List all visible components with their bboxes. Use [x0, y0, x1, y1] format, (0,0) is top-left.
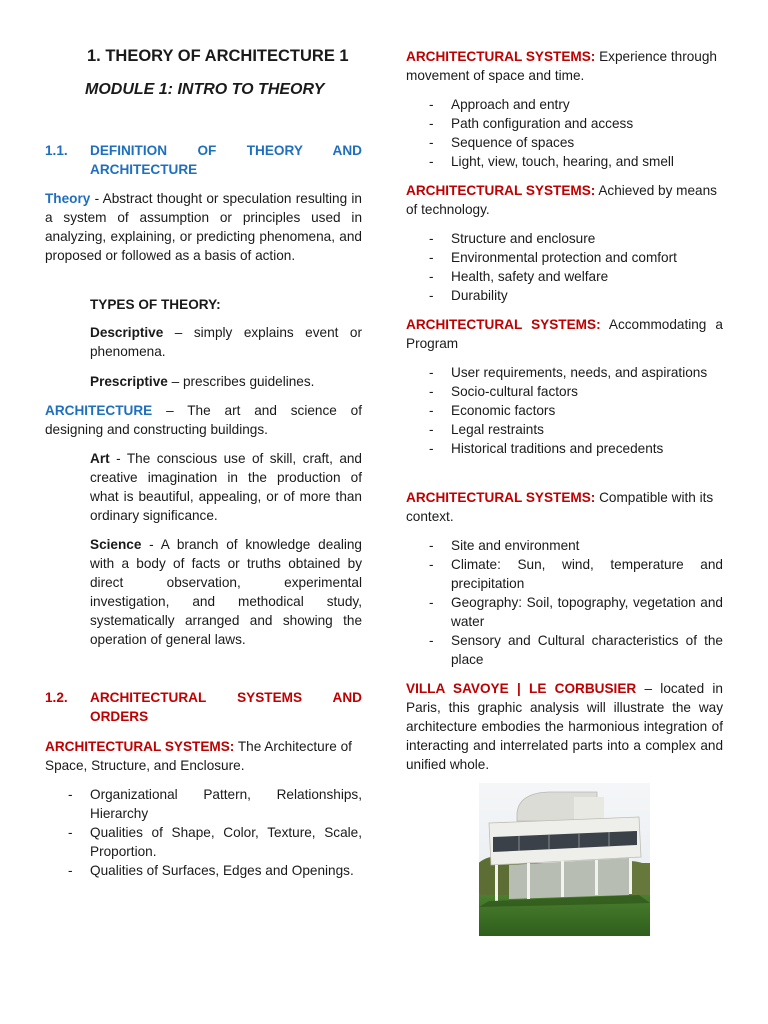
arch-systems-label: ARCHITECTURAL SYSTEMS: — [406, 49, 596, 64]
list-item: - Qualities of Surfaces, Edges and Openings. — [45, 861, 362, 880]
arch-systems-text: Achieved by means of technology. — [406, 183, 717, 217]
list-item: - Light, view, touch, hearing, and smell — [406, 152, 723, 171]
arch-systems-block-space — [45, 737, 362, 880]
list-item: - Geography: Soil, topography, vegetation and water — [406, 593, 723, 631]
arch-systems-list — [45, 785, 362, 880]
section-number: 1.1. — [45, 143, 68, 158]
architecture-term: ARCHITECTURE — [45, 403, 153, 418]
theory-text: - Abstract thought or speculation resulting in a system of assumption or principles used in analyzing, explaining, or predicting phenomena, and proposed or followed as a basis of action. — [45, 191, 362, 263]
arch-systems-block-context — [406, 488, 723, 669]
list-item: - Sequence of spaces — [406, 133, 723, 152]
section-number: 1.2. — [45, 690, 68, 705]
list-item: - Economic factors — [406, 401, 723, 420]
villa-savoye-photo — [479, 783, 650, 936]
list-item: - Sensory and Cultural characteristics of the place — [406, 631, 723, 669]
section-title: ARCHITECTURAL SYSTEMS AND ORDERS — [90, 690, 362, 724]
theory-definition — [45, 189, 362, 265]
list-item: - Approach and entry — [406, 95, 723, 114]
science-term: Science — [90, 537, 142, 552]
prescriptive-definition — [90, 372, 362, 391]
list-item: - Legal restraints — [406, 420, 723, 439]
villa-savoye-label: VILLA SAVOYE | LE CORBUSIER — [406, 681, 637, 696]
arch-systems-block-technology — [406, 181, 723, 305]
arch-systems-text: Experience through movement of space and time. — [406, 49, 717, 83]
theory-term: Theory — [45, 191, 91, 206]
arch-systems-list — [406, 95, 723, 171]
page-title: 1. THEORY OF ARCHITECTURE 1 — [87, 47, 349, 65]
descriptive-definition — [90, 323, 362, 361]
arch-systems-block-movement — [406, 47, 723, 171]
villa-savoye-text: – located in Paris, this graphic analysis will illustrate the way architecture embodies the harmonious integration of interacting and interrelated parts into a complex and unified whole. — [406, 681, 723, 772]
list-item: - Organizational Pattern, Relationships, Hierarchy — [45, 785, 362, 823]
science-definition — [90, 535, 362, 649]
villa-savoye-paragraph — [406, 679, 723, 774]
list-item: - Environmental protection and comfort — [406, 248, 723, 267]
section-heading-1-2 — [45, 688, 362, 726]
types-of-theory-heading: TYPES OF THEORY: — [90, 297, 221, 312]
list-item: - Historical traditions and precedents — [406, 439, 723, 458]
architecture-definition — [45, 401, 362, 439]
arch-systems-intro — [406, 488, 723, 526]
arch-systems-list — [406, 363, 723, 458]
list-item: - User requirements, needs, and aspirations — [406, 363, 723, 382]
science-text: - A branch of knowledge dealing with a body of facts or truths obtained by direct observation, experimental investigation, and methodical study, systematically arranged and showing the operation of general laws. — [90, 537, 362, 647]
arch-systems-intro — [406, 181, 723, 219]
arch-systems-text: Accommodating a Program — [406, 317, 723, 351]
list-item: - Climate: Sun, wind, temperature and precipitation — [406, 555, 723, 593]
arch-systems-label: ARCHITECTURAL SYSTEMS: — [406, 490, 596, 505]
arch-systems-intro — [406, 47, 723, 85]
list-item: - Qualities of Shape, Color, Texture, Scale, Proportion. — [45, 823, 362, 861]
descriptive-term: Descriptive — [90, 325, 164, 340]
descriptive-text: – simply explains event or phenomena. — [90, 325, 362, 359]
arch-systems-list — [406, 229, 723, 305]
architecture-text: – The art and science of designing and constructing buildings. — [45, 403, 362, 437]
art-term: Art — [90, 451, 110, 466]
list-item: - Structure and enclosure — [406, 229, 723, 248]
arch-systems-list — [406, 536, 723, 669]
art-definition — [90, 449, 362, 525]
arch-systems-label: ARCHITECTURAL SYSTEMS: — [406, 183, 596, 198]
section-title: DEFINITION OF THEORY AND ARCHITECTURE — [90, 143, 362, 177]
list-item: - Health, safety and welfare — [406, 267, 723, 286]
arch-systems-label: ARCHITECTURAL SYSTEMS: — [45, 739, 235, 754]
arch-systems-intro — [406, 315, 723, 353]
list-item: - Durability — [406, 286, 723, 305]
list-item: - Socio-cultural factors — [406, 382, 723, 401]
list-item: - Path configuration and access — [406, 114, 723, 133]
arch-systems-text: The Architecture of Space, Structure, and Enclosure. — [45, 739, 352, 773]
section-heading-1-1 — [45, 141, 362, 179]
arch-systems-label: ARCHITECTURAL SYSTEMS: — [406, 317, 601, 332]
art-text: - The conscious use of skill, craft, and creative imagination in the production of what is beautiful, appealing, or of more than ordinary significance. — [90, 451, 362, 523]
prescriptive-term: Prescriptive — [90, 374, 168, 389]
prescriptive-text: – prescribes guidelines. — [167, 374, 315, 389]
arch-systems-block-program — [406, 315, 723, 458]
arch-systems-intro — [45, 737, 362, 775]
arch-systems-text: Compatible with its context. — [406, 490, 714, 524]
list-item: - Site and environment — [406, 536, 723, 555]
module-subtitle: MODULE 1: INTRO TO THEORY — [85, 81, 325, 98]
